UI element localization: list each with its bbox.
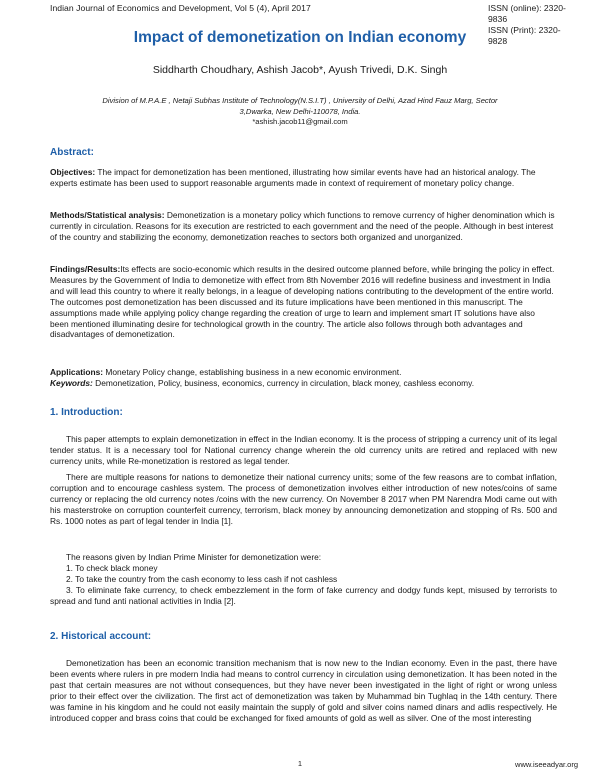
affiliation-line-1: Division of M.P.A.E , Netaji Subhas Institute of Technology(N.S.I.T) , University of Delhi, Azad Hind Fauz Marg, Sector (102, 96, 498, 105)
findings-text: Its effects are socio-economic which results in the desired outcome planned before, while bringing the policy in effect. Measures by the Government of India to demonetize with effect from 8th November 2016 will redefine business and investment in India and will lead this country to where it really belongs, in a league of developing nations contributing to the development of the entire world. The outcomes post demonetization has been discussed and its future implications have been mentioned in this manuscript. The assumptions made while applying policy change regarding the creation of urge to learn and implement smart IT solutions have also been mentioned illuminating desire for technological growth in the country. The article also follows through both advantages and disadvantages of demonetization. (50, 264, 555, 340)
objectives-text: The impact for demonetization has been mentioned, illustrating how similar events have had an historical analogy. The experts estimate has been used to support reasonable arguments made in context of requirement of monetary policy change. (50, 167, 536, 188)
reason-3: 3. To eliminate fake currency, to check embezzlement in the form of fake currency and dodgy funds kept, misused by terrorists to spread and fund anti national activities in India [2]. (50, 585, 557, 606)
historical-paragraph-1: Demonetization has been an economic transition mechanism that is now new to the Indian economy. Even in the past, there have been events where rulers in pre modern India had means to control currency in circulation using demonetization. It has been noted in the past that certain measures are not without consequences, but they have never been investigated in the light of right or wrong unless prior to their effect over the civilization. The first act of demonetization was taken by Muhammad bin Tughlaq in the 14th century. There was famine in his kingdom and he could not easily maintain the supply of gold and silver coins named dinars and adlis respectively. He introduced copper and brass coins that could be exchanged for fixed amounts of gold as well as silver. One of the most interesting (50, 658, 557, 723)
applications-text: Monetary Policy change, establishing business in a new economic environment. (103, 367, 402, 377)
abstract-findings (50, 264, 555, 340)
methods-text: Demonetization is a monetary policy which functions to remove currency of higher denomination which is currently in circulation. Reasons for its execution are restricted to each government and the need of the people. Although in best interest of the country and stabilizing the economy, demonetization reaches to sectors both organized and unorganized. (50, 210, 555, 242)
intro-paragraph-2: There are multiple reasons for nations to demonetize their national currency units; some of the few reasons are to combat inflation, corruption and to encourage cashless system. The process of demonetization involves either introduction of new notes/coins of same currency or replacing the old currency notes /coins with the new currency. On November 8 2017 when PM Narendra Modi came out with his masterstroke on corruption counterfeit currency, terrorism, black money by announcing demonetization and stopping of Rs. 500 and Rs. 1000 notes as part of legal tender in India [1]. (50, 472, 557, 526)
abstract-methods (50, 210, 555, 243)
paper-title: Impact of demonetization on Indian economy (133, 29, 467, 46)
abstract-applications (50, 367, 555, 378)
intro-paragraph-1: This paper attempts to explain demonetization in effect in the Indian economy. It is the process of stripping a currency unit of its legal tender status. It is a necessary tool for National currency change wherein the old currency units are retired and replaced with new currency units, while Re-monetization is restored as legal tender. (50, 434, 557, 466)
reasons-intro: The reasons given by Indian Prime Minister for demonetization were: (66, 552, 322, 562)
abstract-objectives (50, 167, 555, 189)
affiliation-line-2: 3,Dwarka, New Delhi-110078, India. (239, 106, 361, 116)
objectives-label: Objectives: (50, 167, 96, 177)
keywords-text: Demonetization, Policy, business, economics, currency in circulation, black money, cashless economy. (92, 378, 475, 388)
corresponding-email: *ashish.jacob11@gmail.com (252, 117, 348, 126)
authors: Siddharth Choudhary, Ashish Jacob*, Ayush Trivedi, D.K. Singh (152, 64, 448, 76)
abstract-keywords (50, 378, 555, 389)
issn-online: ISSN (online): 2320-9836 (488, 3, 566, 24)
abstract-heading: Abstract: (50, 147, 94, 158)
applications-label: Applications: (50, 367, 104, 377)
journal-header: Indian Journal of Economics and Development, Vol 5 (4), April 2017 (50, 3, 311, 13)
page-number: 1 (297, 759, 303, 768)
affiliation (60, 96, 540, 117)
reason-1: 1. To check black money (66, 563, 158, 573)
journal-url: www.iseeadyar.org (515, 760, 578, 769)
issn-print: ISSN (Print): 2320-9828 (488, 25, 561, 46)
methods-label: Methods/Statistical analysis: (50, 210, 165, 220)
findings-label: Findings/Results: (50, 264, 121, 274)
section-introduction-heading: 1. Introduction: (50, 407, 123, 418)
reason-2: 2. To take the country from the cash economy to less cash if not cashless (66, 574, 338, 584)
keywords-label: Keywords: (50, 378, 93, 388)
section-historical-heading: 2. Historical account: (50, 631, 152, 642)
